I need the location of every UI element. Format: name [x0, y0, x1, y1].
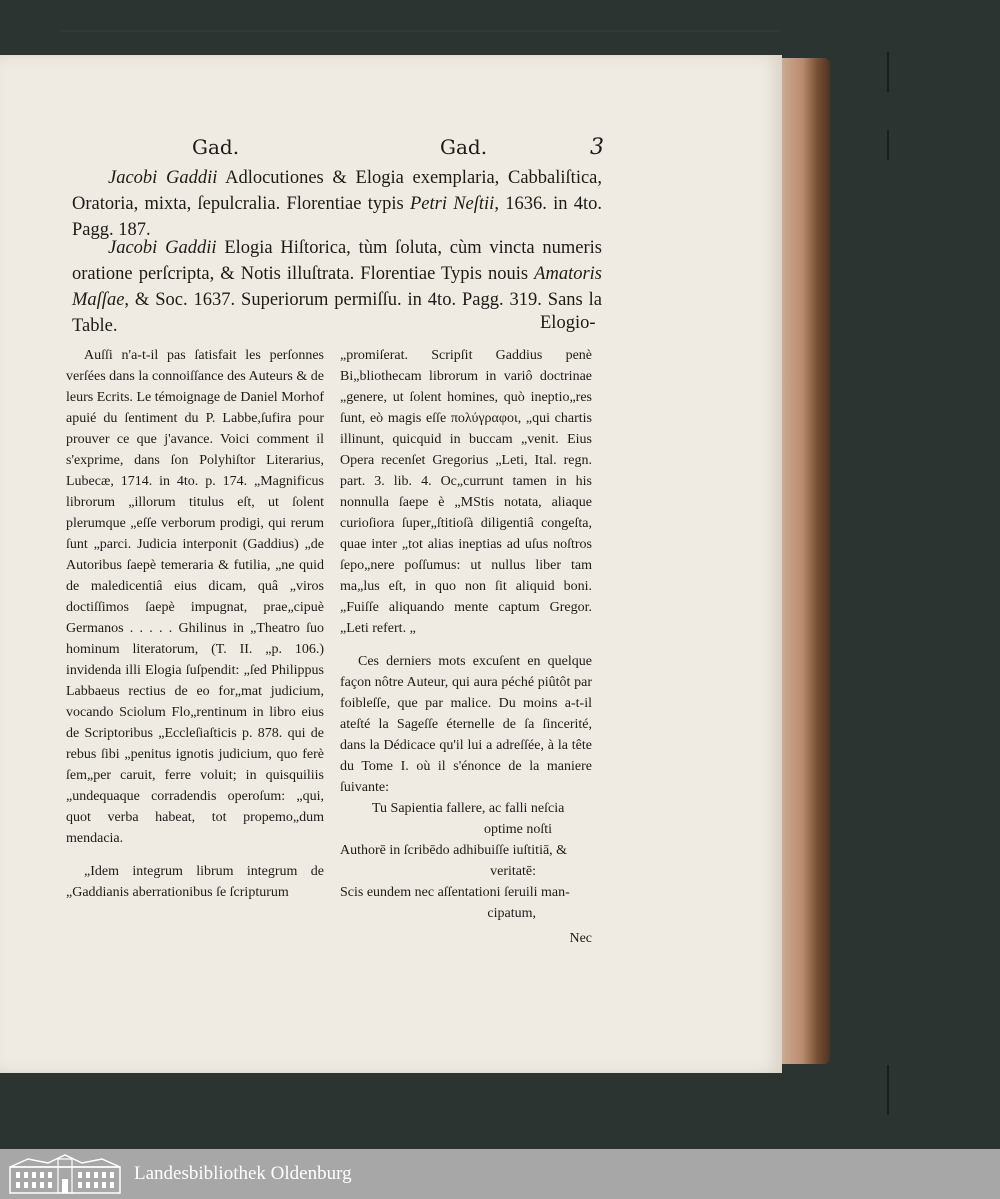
entry-text: Elogia Hiſtorica, tùm ſoluta, cùm vincta numeris oratione perſcripta, & Notis illuſtrata. Florentiae Typis nouis	[72, 238, 603, 284]
entry-author: Jacobi Gaddii	[108, 238, 217, 258]
scan-mark	[887, 52, 889, 92]
right-column	[340, 345, 592, 949]
verse-line: cipatum,	[487, 906, 536, 921]
quotation-paragraph: „promiſerat. Scripſit Gaddius penè Bi„bliothecam librorum in variô doctrinae „genere, ut ſolent homines, quò ineptio„res ſunt, eò magis eſſe πολύγραφοι, „qui chartis illinunt, quicquid in buccam „venit. Eius Opera recenſet Gregorius „Leti, Ital. regn. part. 3. lib. 4. Oc„currunt tamen in his nonnulla ſaepe è „MStis notata, aliaque curioſiora ſuper„ſtitioſà diligentiâ congeſta, quae inter „tot alias ineptias ad uſus noſtros ſepo„nere poſſumus: ut nullus liber tam ma„lus eſt, in quo non ſit aliquid boni. „Fuiſſe aliquando mente captum Gregor. „Leti refert. „	[340, 348, 592, 636]
catchword-bottom: Nec	[569, 931, 592, 946]
left-column	[66, 345, 324, 903]
verse-line: veritatē:	[490, 864, 536, 879]
scan-mark	[887, 1065, 889, 1115]
library-building-logo	[8, 1153, 122, 1195]
verse-line: Scis eundem nec aſſentationi ſeruili man-	[340, 885, 570, 900]
catchword-top: Elogio-	[540, 313, 596, 333]
entry-author: Jacobi Gaddii	[108, 168, 218, 188]
entry-text: , 1636. in 4to. Pagg. 187.	[72, 194, 602, 240]
running-head-center: Gad.	[440, 135, 488, 159]
book-page	[0, 55, 782, 1073]
entry-printer: Petri Neſtii	[409, 194, 495, 214]
verse-line: optime noſti	[483, 822, 552, 837]
verse-line: Tu Sapientia fallere, ac falli neſcia	[372, 801, 565, 816]
dedication-verse	[340, 798, 592, 924]
library-name: Landesbibliothek Oldenburg	[134, 1163, 352, 1184]
library-footer	[0, 1149, 1000, 1199]
page-number: 3	[590, 135, 604, 160]
running-head-left: Gad.	[192, 135, 240, 159]
scan-mark	[887, 130, 889, 160]
commentary-paragraph: Ces derniers mots excuſent en quelque façon nôtre Auteur, qui aura péché piûtôt par foibleſſe, que par malice. Du moins a-t-il ateſté la Sageſſe éternelle de ſa ſincerité, dans la Dédicace qu'il lui a adreſſée, à la tête du Tome I. où il s'énonce de la maniere ſuivante:	[340, 654, 592, 795]
commentary-paragraph: Auſſi n'a-t-il pas ſatisfait les perſonnes verſées dans la connoiſſance des Auteurs & de leurs Ecrits. Le témoignage de Daniel Morhof apuié du ſentiment du P. Labbe,ſufira pour prouver ce que j'avance. Voici comment il s'exprime, dans ſon Polyhiſtor Literarius, Lubecæ, 1714. in 4to. p. 174. „Magnificus librorum „illorum titulus eſt, ut ſolent plerumque „eſſe verborum prodigi, qui rerum ſunt „parci. Judicia interponit (Gaddius) „de Autoribus ſaepè temeraria & futilia, „ne quid de maledicentiâ eius dicam, quâ „viros doctiſſimos ſaepè impugnat, prae„cipuè Germanos . . . . . Ghilinus in „Theatro ſuo hominum literatorum, (T. II. „p. 106.) invidenda illi Elogia ſuſpendit: „ſed Philippus Labbaeus rectius de eo for„mat judicium, vocando Sciolum Flo„rentinum in libro eius de Scriptoribus „Eccleſiaſticis p. 878. qui de rebus ſibi „penitus ignotis judicium, quo ferè ſem„per caruit, ferre voluit; in quisquiliis „undequaque corradendis operoſum: „qui, quot verba habeat, tot propemo„dum mendacia.	[66, 348, 324, 846]
commentary-paragraph: „Idem integrum librum integrum de „Gaddianis aberrationibus ſe ſcripturum	[66, 864, 324, 900]
bibliography-entry-1	[72, 165, 602, 243]
entry-text: Adlocutiones & Elogia exemplaria, Cabbaliſtica, Oratoria, mixta, ſepulcralia. Florentiae typis	[72, 168, 603, 214]
bibliography-entry-2	[72, 235, 602, 339]
verse-line: Authorē in ſcribēdo adhibuiſſe iuſtitiā, &	[340, 843, 568, 858]
entry-printer: Amatoris Maſſae	[72, 264, 602, 310]
scan-ruler	[60, 30, 780, 32]
entry-text: , & Soc. 1637. Superiorum permiſſu. in 4to. Pagg. 319. Sans la Table.	[72, 290, 602, 336]
